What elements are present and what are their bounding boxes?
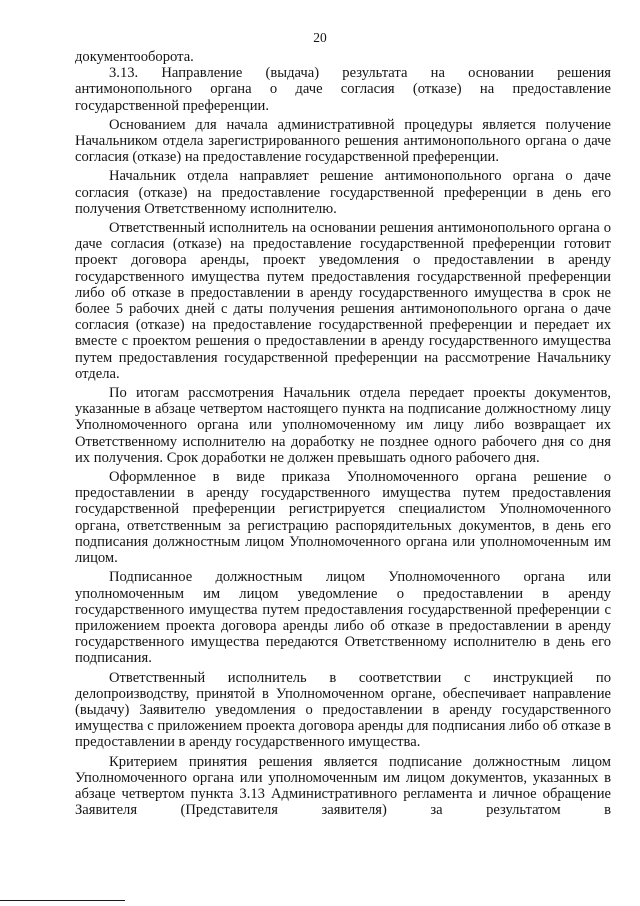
paragraph-executor-prepares: Ответственный исполнитель на основании решения антимонопольного органа о даче согласия (отказе) на предоставление государственной преференции готовит проект договора аренды, проект уведомления о предоставлении в аренду государственного имущества путем предоставления государственной преференции либо об отказе в предоставлении в аренду государственного имущества в срок не более 5 рабочих дней с даты получения решения антимонопольного органа о даче согласия (отказе) на предоставление государственной преференции и передает их вместе с проектом решения о предоставлении в аренду государственного имущества путем предоставления государственной преференции на рассмотрение Начальнику отдела. (75, 220, 611, 382)
paragraph-head-forwards: Начальник отдела направляет решение антимонопольного органа о даче согласия (отказе) на предоставление государственной преференции в день его получения Ответственному исполнителю. (75, 168, 611, 217)
paragraph-basis: Основанием для начала административной процедуры является получение Начальником отдела зарегистрированного решения антимонопольного органа о даче согласия (отказе) на предоставление государственной преференции. (75, 116, 611, 166)
paragraph-review-results: По итогам рассмотрения Начальник отдела передает проекты документов, указанные в абзаце четвертом настоящего пункта на подписание должностному лицу Уполномоченного органа или уполномоченному им лицу либо возвращает их Ответственному исполнителю на доработку не позднее одного рабочего дня со дня их получения. Срок доработки не должен превышать одного рабочего дня. (75, 385, 611, 466)
page-number: 20 (313, 30, 327, 45)
section-heading-3-13: 3.13. Направление (выдача) результата на основании решения антимонопольного органа о даче согласия (отказе) на предоставление государственной преференции. (75, 65, 611, 114)
paragraph-signed-notice: Подписанное должностным лицом Уполномоченного органа или уполномоченным им лицом уведомление о предоставлении в аренду государственного имущества путем предоставления государственной преференции с приложением проекта договора аренды либо об отказе в предоставлении в аренду государственного имущества передаются Ответственному исполнителю в день его подписания. (75, 569, 611, 667)
paragraph-continuation: документооборота. (75, 49, 194, 65)
paragraph-delivery: Ответственный исполнитель в соответствии с инструкцией по делопроизводству, принятой в Уполномоченном органе, обеспечивает направление (выдачу) Заявителю уведомления о предоставлении в аренду государственного имущества с приложением проекта договора аренды для подписания либо об отказе в предоставлении в аренду государственного имущества. (75, 669, 611, 751)
paragraph-decision-criterion: Критерием принятия решения является подписание должностным лицом Уполномоченного органа или уполномоченным им лицом документов, указанных в абзаце четвертом пункта 3.13 Административного регламента и личное обращение Заявителя (Представителя заявителя) за результатом в (75, 753, 611, 819)
document-body (75, 49, 611, 821)
paragraph-order-registration: Оформленное в виде приказа Уполномоченного органа решение о предоставлении в аренду государственного имущества путем предоставления государственной преференции регистрируется специалистом Уполномоченного органа, ответственным за регистрацию распорядительных документов, в день его подписания должностным лицом Уполномоченного органа или уполномоченным им лицом. (75, 469, 611, 567)
footnote-separator-line (0, 900, 125, 901)
